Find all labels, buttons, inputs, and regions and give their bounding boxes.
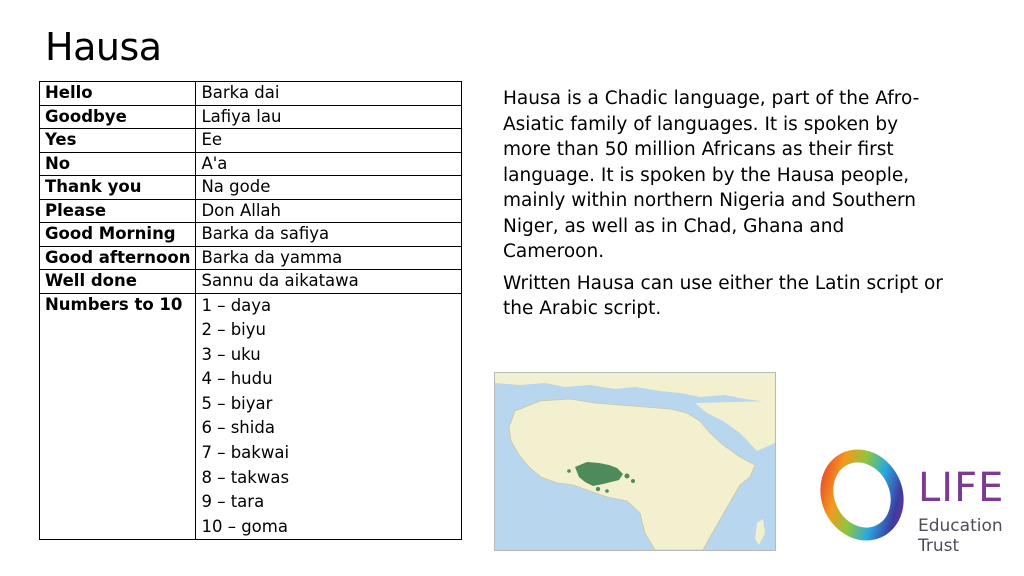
logo-subtitle-line-1: Education (918, 516, 1003, 536)
table-row (40, 152, 462, 176)
translation-cell: Ee (196, 129, 462, 153)
number-item: 6 – shida (201, 418, 275, 438)
number-item: 4 – hudu (201, 369, 273, 389)
logo-name: LIFE (918, 465, 1005, 511)
table-row (40, 270, 462, 294)
number-item: 8 – takwas (201, 467, 290, 487)
hausa-region-map (494, 372, 776, 551)
term-cell: Thank you (40, 176, 196, 200)
description-paragraph-2: Written Hausa can use either the Latin script or the Arabic script. (503, 272, 943, 319)
translation-cell: Barka da safiya (196, 223, 462, 247)
numbers-row (40, 293, 462, 540)
term-cell: Goodbye (40, 105, 196, 129)
table-row (40, 105, 462, 129)
description (503, 86, 943, 328)
term-cell: Well done (40, 270, 196, 294)
vocabulary-table (39, 81, 462, 540)
translation-cell: Sannu da aikatawa (196, 270, 462, 294)
numbers-list-cell (196, 293, 462, 540)
term-cell: Please (40, 199, 196, 223)
number-item: 5 – biyar (201, 393, 273, 413)
page-title: Hausa (45, 25, 162, 69)
translation-cell: Barka dai (196, 82, 462, 106)
term-cell: Good afternoon (40, 246, 196, 270)
translation-cell: Na gode (196, 176, 462, 200)
translation-cell: Lafiya lau (196, 105, 462, 129)
translation-cell: A'a (196, 152, 462, 176)
term-cell: Hello (40, 82, 196, 106)
table-row (40, 82, 462, 106)
table-row (40, 176, 462, 200)
translation-cell: Don Allah (196, 199, 462, 223)
table-row (40, 223, 462, 247)
number-item: 7 – bakwai (201, 443, 290, 463)
translation-cell: Barka da yamma (196, 246, 462, 270)
numbers-label-cell: Numbers to 10 (40, 293, 196, 540)
logo-subtitle-line-2: Trust (918, 536, 960, 556)
table-row (40, 246, 462, 270)
africa-map-image (495, 373, 775, 550)
term-cell: Yes (40, 129, 196, 153)
description-paragraph-1: Hausa is a Chadic language, part of the Afro-Asiatic family of languages. It is spoken by more than 50 million Africans as their first language. It is spoken by the Hausa people, mainly within northern Nigeria and Southern Niger, as well as in Chad, Ghana and Cameroon. (503, 88, 920, 262)
number-item: 10 – goma (201, 516, 288, 536)
table-row (40, 129, 462, 153)
number-item: 1 – daya (201, 295, 272, 315)
table-row (40, 199, 462, 223)
number-item: 9 – tara (201, 492, 265, 512)
number-item: 3 – uku (201, 344, 261, 364)
number-item: 2 – biyu (201, 320, 266, 340)
term-cell: No (40, 152, 196, 176)
logo-subtitle (918, 516, 1003, 556)
term-cell: Good Morning (40, 223, 196, 247)
